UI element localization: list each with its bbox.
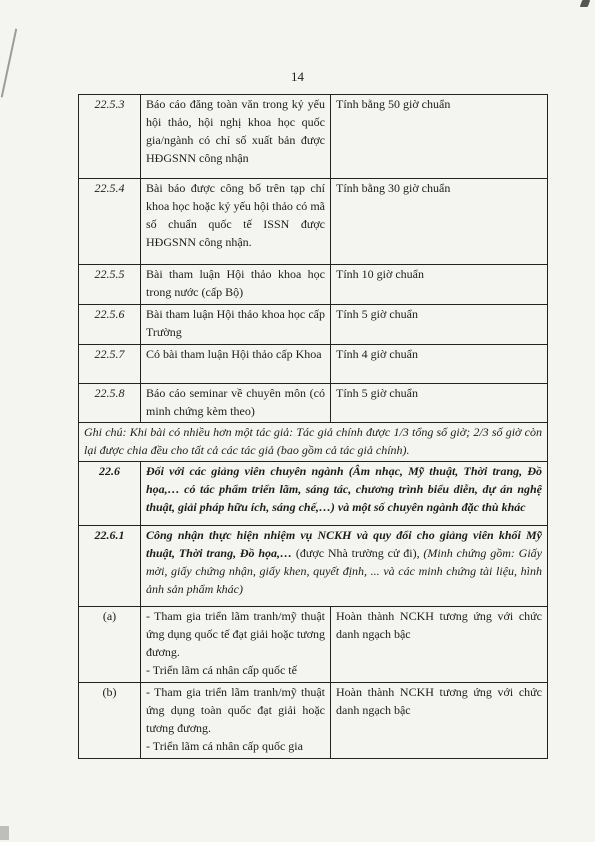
row-value: Tính bằng 30 giờ chuẩn [331, 179, 548, 265]
row-description: Bài tham luận Hội thảo khoa học trong nước (cấp Bộ) [141, 265, 331, 305]
row-value: Tính 5 giờ chuẩn [331, 384, 548, 423]
section-heading: Đối với các giảng viên chuyên ngành (Âm nhạc, Mỹ thuật, Thời trang, Đồ họa,… có tác phẩm triển lãm, sáng tác, chương trình biểu diễn, dự án nghệ thuật, giải pháp hữu ích, sáng chế,…) và một số chuyên ngành đặc thù khác [141, 462, 548, 526]
scan-artifact-bottom [0, 826, 9, 840]
section-code: 22.6.1 [79, 526, 141, 607]
row-description: Bài báo được công bố trên tạp chí khoa học hoặc kỷ yếu hội thảo có mã số chuẩn quốc tế ISSN được HĐGSNN công nhận. [141, 179, 331, 265]
row-code: 22.5.4 [79, 179, 141, 265]
regulation-table [78, 94, 548, 759]
row-value: Tính 10 giờ chuẩn [331, 265, 548, 305]
table-row [79, 179, 548, 265]
table-row [79, 607, 548, 683]
note-text: Ghi chú: Khi bài có nhiều hơn một tác giả: Tác giả chính được 1/3 tổng số giờ; 2/3 số giờ còn lại được chia đều cho tất cả các tác giả (bao gồm cả tác giả chính). [79, 423, 548, 462]
row-description: Báo cáo đăng toàn văn trong kỷ yếu hội thảo, hội nghị khoa học quốc gia/ngành có chỉ số xuất bản được HĐGSNN công nhận [141, 95, 331, 179]
table-row [79, 384, 548, 423]
note-row [79, 423, 548, 462]
row-description [141, 607, 331, 683]
section-code: 22.6 [79, 462, 141, 526]
scan-artifact-left [1, 29, 18, 98]
row-value: Tính 4 giờ chuẩn [331, 345, 548, 384]
row-line: - Triển lãm cá nhân cấp quốc gia [146, 739, 303, 753]
row-line: - Tham gia triển lãm tranh/mỹ thuật ứng dụng toàn quốc đạt giải hoặc tương đương. [146, 685, 325, 735]
row-value: Tính 5 giờ chuẩn [331, 305, 548, 345]
section-row [79, 462, 548, 526]
row-value: Tính bằng 50 giờ chuẩn [331, 95, 548, 179]
scan-artifact-right [580, 0, 591, 7]
row-line: - Tham gia triển lãm tranh/mỹ thuật ứng dụng quốc tế đạt giải hoặc tương đương. [146, 609, 325, 659]
section-description [141, 526, 548, 607]
row-value: Hoàn thành NCKH tương ứng với chức danh ngạch bậc [331, 683, 548, 759]
row-description: Bài tham luận Hội thảo khoa học cấp Trường [141, 305, 331, 345]
row-value: Hoàn thành NCKH tương ứng với chức danh ngạch bậc [331, 607, 548, 683]
row-code: 22.5.8 [79, 384, 141, 423]
table-row [79, 683, 548, 759]
row-code: (a) [79, 607, 141, 683]
row-code: 22.5.6 [79, 305, 141, 345]
table-row [79, 345, 548, 384]
section-row [79, 526, 548, 607]
section-bold-text: Công nhận thực hiện nhiệm vụ NCKH và quy đổi cho giảng viên khối Mỹ thuật, Thời trang, Đồ họa,… [146, 528, 542, 560]
row-code: 22.5.3 [79, 95, 141, 179]
row-code: 22.5.7 [79, 345, 141, 384]
table-row [79, 265, 548, 305]
section-normal-text: (được Nhà trường cử đi), [292, 546, 424, 560]
row-description: Có bài tham luận Hội thảo cấp Khoa [141, 345, 331, 384]
table-row [79, 95, 548, 179]
row-line: - Triển lãm cá nhân cấp quốc tế [146, 663, 297, 677]
row-description [141, 683, 331, 759]
page-number: 14 [291, 69, 304, 84]
section-italic-text: (Minh chứng gồm: Giấy mời, giấy chứng nhận, giấy khen, quyết định, ... và các minh chứng tài liệu, hình ảnh sản phẩm khác) [146, 546, 542, 596]
row-description: Báo cáo seminar về chuyên môn (có minh chứng kèm theo) [141, 384, 331, 423]
table-row [79, 305, 548, 345]
row-code: 22.5.5 [79, 265, 141, 305]
row-code: (b) [79, 683, 141, 759]
